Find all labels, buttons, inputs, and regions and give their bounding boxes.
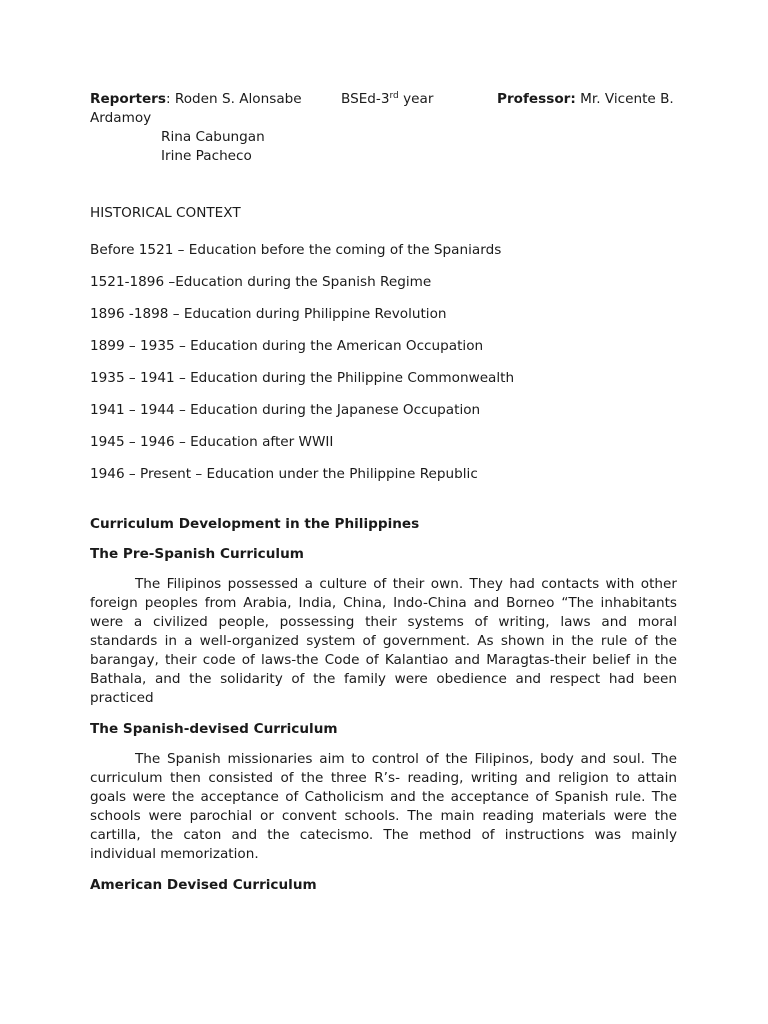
period-item: 1941 – 1944 – Education during the Japanese Occupation <box>90 402 481 418</box>
reporter-name-2: Rina Cabungan <box>161 129 265 145</box>
professor-name-continued: Ardamoy <box>90 110 152 126</box>
period-item: 1896 -1898 – Education during Philippine Revolution <box>90 306 447 322</box>
curriculum-title: Curriculum Development in the Philippines <box>90 516 420 532</box>
period-item: Before 1521 – Education before the coming of the Spaniards <box>90 242 502 258</box>
reporters-label: Reporters <box>90 91 166 107</box>
reporter-name-1: : Roden S. Alonsabe <box>165 91 302 107</box>
period-item: 1945 – 1946 – Education after WWII <box>90 434 334 450</box>
period-item: 1521-1896 –Education during the Spanish Regime <box>90 274 432 290</box>
professor-name: Mr. Vicente B. <box>575 91 674 107</box>
professor-label: Professor: <box>497 91 576 107</box>
reporters-line <box>90 90 677 109</box>
historical-context-title: HISTORICAL CONTEXT <box>90 205 241 221</box>
class-year: BSEd-3rd year <box>341 91 434 107</box>
pre-spanish-heading: The Pre-Spanish Curriculum <box>90 546 304 562</box>
period-item: 1946 – Present – Education under the Philippine Republic <box>90 466 478 482</box>
american-heading: American Devised Curriculum <box>90 877 317 893</box>
reporter-name-3: Irine Pacheco <box>161 148 252 164</box>
document-page <box>90 90 677 895</box>
period-item: 1935 – 1941 – Education during the Philippine Commonwealth <box>90 370 515 386</box>
pre-spanish-paragraph: The Filipinos possessed a culture of their own. They had contacts with other foreign peoples from Arabia, India, China, Indo-China and Borneo “The inhabitants were a civilized people, possessing their systems of writing, laws and moral standards in a well-organized system of government. As shown in the rule of the barangay, their code of laws-the Code of Kalantiao and Maragtas-their belief in the Bathala, and the solidarity of the family were obedience and respect had been practiced <box>90 576 677 706</box>
spanish-paragraph: The Spanish missionaries aim to control of the Filipinos, body and soul. The curriculum then consisted of the three R’s- reading, writing and religion to attain goals were the acceptance of Catholicism and the acceptance of Spanish rule. The schools were parochial or convent schools. The main reading materials were the cartilla, the caton and the catecismo. The method of instructions was mainly individual memorization. <box>90 751 677 862</box>
spanish-heading: The Spanish-devised Curriculum <box>90 721 338 737</box>
period-item: 1899 – 1935 – Education during the American Occupation <box>90 338 484 354</box>
